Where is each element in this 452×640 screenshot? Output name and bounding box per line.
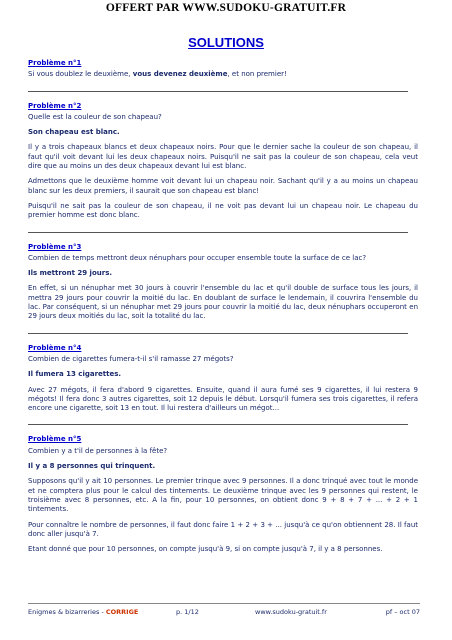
problem-2 <box>28 102 418 221</box>
problem-2-paragraph: Il y a trois chapeaux blancs et deux chapeaux noirs. Pour que le dernier sache la couleur de son chapeau, il faut qu'il voit devant lui les deux chapeaux noirs. Puisqu'il ne sait pas la couleur de son chapeau, cela veut dire que au moins un des deux chapeaux devant lui est blanc. <box>28 143 418 171</box>
banner: OFFERT PAR WWW.SUDOKU-GRATUIT.FR <box>105 2 347 14</box>
problem-5-paragraph: Supposons qu'il y ait 10 personnes. Le premier trinque avec 9 personnes. Il a donc trinqué avec tout le monde et ne comptera plus pour le calcul des tintements. Le deuxième trinque avec les 9 personnes qui restent, le troisième avec 8 personnes, etc. A la fin, pour 10 personnes, on obtient donc 9 + 8 + 7 + ... + 2 + 1 tintements. <box>28 477 418 514</box>
footer-title-prefix: Enigmes & bizarreries - <box>28 608 106 616</box>
separator <box>28 232 408 233</box>
problem-2-question: Quelle est la couleur de son chapeau? <box>28 112 162 121</box>
separator <box>28 333 408 334</box>
footer-page-number: p. 1/12 <box>176 608 199 616</box>
problem-5-answer: Il y a 8 personnes qui trinquent. <box>28 462 156 471</box>
problem-5-heading: Problème n°5 <box>28 435 82 444</box>
problem-5-paragraph: Pour connaître le nombre de personnes, il faut donc faire 1 + 2 + 3 + ... jusqu'à ce qu'on obtiennent 28. Il faut donc aller jusqu'à 7. <box>28 520 418 538</box>
problem-4 <box>28 344 418 414</box>
separator <box>28 91 408 92</box>
problem-2-heading: Problème n°2 <box>28 101 82 110</box>
footer-title <box>28 608 138 616</box>
problem-1 <box>28 59 418 80</box>
problem-3-paragraph: En effet, si un nénuphar met 30 jours à couvrir l'ensemble du lac et qu'il double de surface tous les jours, il mettra 29 jours pour couvrir la moitié du lac. En doublant de surface le lendemain, il couvrira l'ensemble du lac. Par conséquent, si un nénuphar met 29 jours pour couvrir la moitié du lac, deux nénuphars occuperont en 29 jours deux moitiés du lac, soit la totalité du lac. <box>28 284 418 321</box>
problem-2-paragraph: Admettons que le deuxième homme voit devant lui un chapeau noir. Sachant qu'il y a au moins un chapeau blanc sur les deux premiers, il saurait que son chapeau est blanc! <box>28 177 418 195</box>
footer-title-bold: CORRIGE <box>105 608 139 616</box>
problem-4-answer: Il fumera 13 cigarettes. <box>28 370 122 379</box>
problem-4-heading: Problème n°4 <box>28 343 82 352</box>
problem-2-answer: Son chapeau est blanc. <box>28 128 120 137</box>
problem-5 <box>28 435 418 554</box>
problem-2-paragraph: Puisqu'il ne sait pas la couleur de son chapeau, il ne voit pas devant lui un chapeau noir. Le chapeau du premier homme est donc blanc. <box>28 201 418 220</box>
problem-1-heading: Problème n°1 <box>28 59 82 67</box>
page-title: SOLUTIONS <box>188 35 264 50</box>
page-footer <box>28 603 420 624</box>
problem-3-question: Combien de temps mettront deux nénuphars pour occuper ensemble toute la surface de ce lac? <box>28 253 367 262</box>
problem-1-question-pre: Si vous doublez le deuxième, <box>28 70 133 79</box>
problem-4-paragraph: Avec 27 mégots, il fera d'abord 9 cigarettes. Ensuite, quand il aura fumé ses 9 cigarettes, il lui restera 9 mégots! Il fera donc 3 autres cigarettes, soit 12 depuis le début. Lorsqu'il fumera ses trois cigarettes, il refera encore une cigarette, soit 13 en tout. Il lui restera d'ailleurs un mégot... <box>28 385 418 413</box>
footer-site[interactable]: www.sudoku-gratuit.fr <box>255 608 327 616</box>
footer-date: pf – oct 07 <box>385 608 420 616</box>
problem-3-answer: Ils mettront 29 jours. <box>28 269 113 278</box>
problem-4-question: Combien de cigarettes fumera-t-il s'il ramasse 27 mégots? <box>28 354 234 363</box>
problem-1-question <box>28 70 418 79</box>
problem-5-question: Combien y a t'il de personnes à la fête? <box>28 446 168 455</box>
problem-5-paragraph: Etant donné que pour 10 personnes, on compte jusqu'à 9, si on compte jusqu'à 7, il y a 8 personnes. <box>28 545 383 554</box>
problem-1-question-bold: vous devenez deuxième <box>132 70 228 79</box>
problem-1-question-post: , et non premier! <box>227 70 287 79</box>
problem-3-heading: Problème n°3 <box>28 242 82 251</box>
separator <box>28 424 408 425</box>
solutions-content <box>28 59 418 554</box>
problem-3 <box>28 243 418 322</box>
